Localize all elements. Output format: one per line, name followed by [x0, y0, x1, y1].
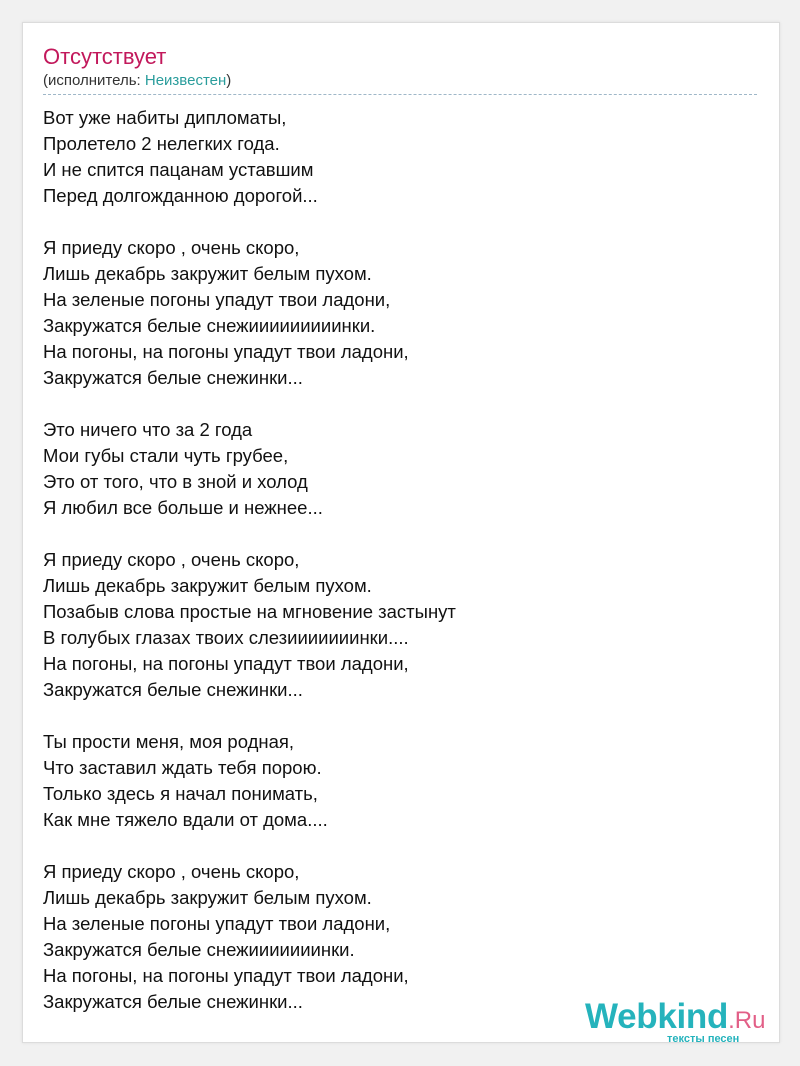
lyric-line: Я любил все больше и нежнее... — [43, 497, 323, 518]
lyric-line: Только здесь я начал понимать, — [43, 783, 318, 804]
lyric-line: Закружатся белые снежинки... — [43, 679, 303, 700]
lyric-line: Закружатся белые снежинки... — [43, 991, 303, 1012]
stanza — [43, 417, 743, 521]
lyric-line: Я приеду скоро , очень скоро, — [43, 861, 300, 882]
stanza — [43, 547, 743, 703]
lyrics-card — [22, 22, 780, 1043]
artist-line — [43, 71, 231, 91]
lyric-line: Лишь декабрь закружит белым пухом. — [43, 887, 372, 908]
lyric-line: Это ничего что за 2 года — [43, 419, 253, 440]
stanza — [43, 105, 743, 209]
artist-prefix: (исполнитель: — [43, 72, 145, 89]
lyric-line: Перед долгожданною дорогой... — [43, 185, 318, 206]
lyric-line: Что заставил ждать тебя порою. — [43, 757, 322, 778]
lyric-line: Закружатся белые снежииииииииинки. — [43, 315, 376, 336]
artist-suffix: ) — [226, 72, 232, 89]
artist-link[interactable]: Неизвестен — [144, 72, 227, 89]
watermark-brand-name: Webkind — [585, 997, 729, 1036]
lyric-line: Ты прости меня, моя родная, — [43, 731, 295, 752]
song-title: Отсутствует — [43, 44, 167, 69]
stanza — [43, 235, 743, 391]
lyric-line: На погоны, на погоны упадут твои ладони, — [43, 653, 409, 674]
lyric-line: На погоны, на погоны упадут твои ладони, — [43, 965, 409, 986]
watermark-tagline: тексты песен — [667, 1033, 740, 1043]
lyric-line: Закружатся белые снежииииииинки. — [43, 939, 355, 960]
lyric-line: Мои губы стали чуть грубее, — [43, 445, 289, 466]
title-divider — [43, 94, 757, 95]
lyric-line: Это от того, что в зной и холод — [43, 471, 308, 492]
lyric-line: В голубых глазах твоих слезииииииинки.... — [43, 627, 409, 648]
lyric-line: Лишь декабрь закружит белым пухом. — [43, 575, 372, 596]
stanza — [43, 729, 743, 833]
lyric-line: Позабыв слова простые на мгновение застынут — [43, 601, 456, 622]
site-watermark-logo — [583, 999, 780, 1043]
lyric-line: Лишь декабрь закружит белым пухом. — [43, 263, 372, 284]
lyric-line: На погоны, на погоны упадут твои ладони, — [43, 341, 409, 362]
watermark-brand-tld: .Ru — [728, 1007, 766, 1034]
lyric-line: Я приеду скоро , очень скоро, — [43, 237, 300, 258]
lyric-line: На зеленые погоны упадут твои ладони, — [43, 913, 391, 934]
lyrics-body — [43, 105, 743, 1041]
lyric-line: Как мне тяжело вдали от дома.... — [43, 809, 328, 830]
lyric-line: Я приеду скоро , очень скоро, — [43, 549, 300, 570]
lyric-line: Пролетело 2 нелегких года. — [43, 133, 280, 154]
lyric-line: Закружатся белые снежинки... — [43, 367, 303, 388]
lyric-line: На зеленые погоны упадут твои ладони, — [43, 289, 391, 310]
lyric-line: И не спится пацанам уставшим — [43, 159, 314, 180]
lyric-line: Вот уже набиты дипломаты, — [43, 107, 287, 128]
stanza — [43, 859, 743, 1015]
